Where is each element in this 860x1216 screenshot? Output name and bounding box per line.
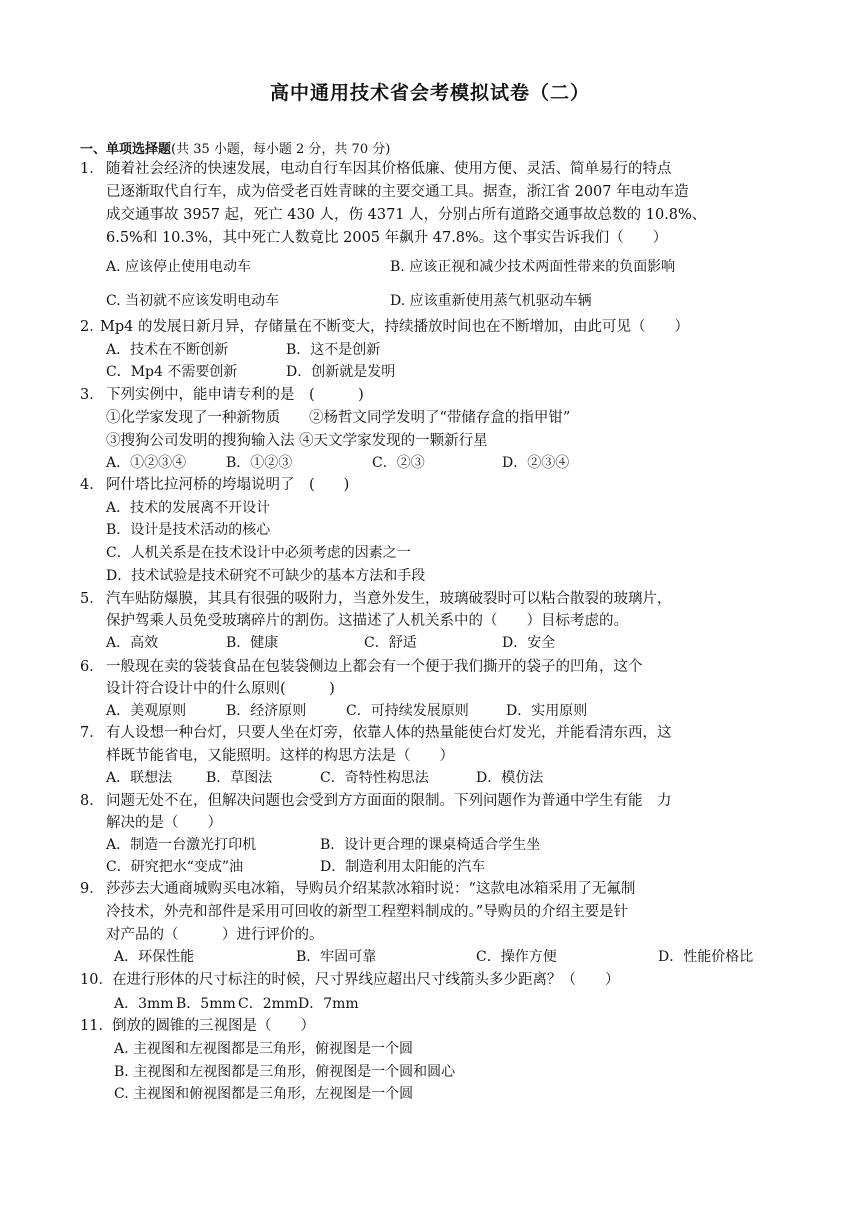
option-b: B．草图法 (206, 770, 273, 786)
option-a: A．高效 (106, 635, 159, 651)
question-number: 10． (80, 972, 113, 988)
question-text: Mp4 的发展日新月异，存储量在不断变大，持续播放时间也在不断增加，由此可见（ ） (100, 319, 689, 335)
option-b: B．①②③ (226, 455, 293, 471)
option-b: B．牢固可靠 (296, 949, 377, 965)
option-d: D．创新就是发明 (286, 364, 396, 380)
option-a: A．环保性能 (114, 949, 195, 965)
option-a: A．3mm (114, 996, 174, 1012)
question-text: 保护驾乘人员免受玻璃碎片的割伤。这描述了人机关系中的（ ）目标考虑的。 (106, 613, 628, 629)
option-b: B．设计是技术活动的核心 (106, 522, 271, 538)
question-subitem: ③搜狗公司发明的搜狗输入法 ④天文学家发现的一颗新行星 (106, 433, 488, 449)
question-text: 设计符合设计中的什么原则( ) (106, 681, 335, 697)
option-d: D．实用原则 (506, 703, 588, 719)
option-c: C．人机关系是在技术设计中必须考虑的因素之一 (106, 545, 411, 561)
option-a: A. 应该停止使用电动车 (106, 259, 252, 275)
option-d: D. 应该重新使用蒸气机驱动车辆 (390, 293, 592, 309)
question-number: 9． (80, 881, 104, 897)
option-b: B．设计更合理的课桌椅适合学生坐 (320, 837, 541, 853)
option-b: B．健康 (226, 635, 279, 651)
question-text: 样既节能省电，又能照明。这样的构思方法是（ ） (106, 748, 454, 764)
option-c: C．Mp4 不需要创新 (106, 364, 238, 380)
question-text: 问题无处不在，但解决问题也会受到方方面面的限制。下列问题作为普通中学生有能 力 (106, 793, 672, 809)
question-text: 莎莎去大通商城购买电冰箱，导购员介绍某款冰箱时说：“这款电冰箱采用了无氟制 (106, 881, 636, 897)
option-d: D．安全 (502, 635, 556, 651)
option-d: D．7mm (298, 996, 359, 1012)
question-text: 已逐渐取代自行车，成为倍受老百姓青睐的主要交通工具。据查，浙江省 2007 年电动车造 (106, 184, 689, 200)
question-text: 冷技术，外壳和部件是采用可回收的新型工程塑料制成的。”导购员的介绍主要是针 (106, 904, 629, 920)
section-label: 一、单项选择题 (80, 142, 172, 157)
section-heading (80, 138, 390, 157)
option-a: A．联想法 (106, 770, 173, 786)
question-text: 对产品的（ ）进行评价的。 (106, 927, 324, 943)
question-text: 阿什塔比拉河桥的垮塌说明了 ( ) (106, 477, 350, 493)
question-number: 11． (80, 1018, 113, 1034)
option-a: A．技术在不断创新 (106, 342, 229, 358)
option-a: A. 主视图和左视图都是三角形，俯视图是一个圆 (114, 1041, 414, 1057)
question-text: 一般现在卖的袋装食品在包装袋侧边上都会有一个便于我们撕开的袋子的凹角，这个 (106, 659, 643, 675)
option-d: D．②③④ (502, 455, 570, 471)
option-b: B．经济原则 (226, 703, 307, 719)
question-text: 在进行形体的尺寸标注的时候，尺寸界线应超出尺寸线箭头多少距离？（ ） (112, 972, 620, 988)
option-b: B. 应该正视和减少技术两面性带来的负面影响 (390, 259, 676, 275)
option-c: C. 当初就不应该发明电动车 (106, 293, 280, 309)
question-number: 6． (80, 659, 104, 675)
question-text: 汽车贴防爆膜，其具有很强的吸附力，当意外发生，玻璃破裂时可以粘合散裂的玻璃片， (106, 591, 672, 607)
question-text: 成交通事故 3957 起，死亡 430 人，伤 4371 人，分别占所有道路交通事故总数的 10.8%、 (106, 207, 707, 223)
option-c: C. 主视图和俯视图都是三角形，左视图是一个圆 (114, 1086, 414, 1102)
question-number: 5． (80, 591, 104, 607)
option-a: A．美观原则 (106, 703, 187, 719)
option-c: C．操作方便 (476, 949, 557, 965)
question-number: 8． (80, 793, 104, 809)
option-a: A．技术的发展离不开设计 (106, 500, 271, 516)
question-text: 下列实例中，能申请专利的是 ( ) (106, 387, 364, 403)
option-d: D．性能价格比 (658, 949, 754, 965)
page-title: 高中通用技术省会考模拟试卷（二） (269, 82, 590, 104)
question-number: 1． (80, 161, 104, 177)
question-text: 倒放的圆锥的三视图是（ ） (112, 1018, 315, 1034)
option-d: D．模仿法 (476, 770, 544, 786)
question-text: 随着社会经济的快速发展，电动自行车因其价格低廉、使用方便、灵活、简单易行的特点 (106, 161, 672, 177)
option-c: C．②③ (372, 455, 425, 471)
section-note: (共 35 小题，每小题 2 分，共 70 分) (171, 142, 391, 157)
option-c: C．舒适 (364, 635, 417, 651)
question-number: 7． (80, 725, 104, 741)
option-c: C．可持续发展原则 (346, 703, 469, 719)
option-b: B．5mm (176, 996, 236, 1012)
question-text: 有人设想一种台灯，只要人坐在灯旁，依靠人体的热量能使台灯发光，并能看清东西，这 (106, 725, 672, 741)
option-c: C．2mm (238, 996, 299, 1012)
option-c: C．奇特性构思法 (320, 770, 429, 786)
question-text: 解决的是（ ） (106, 815, 222, 831)
question-text: 6.5%和 10.3%，其中死亡人数竟比 2005 年飙升 47.8%。这个事实告诉我们（ ） (106, 230, 668, 246)
option-d: D．技术试验是技术研究不可缺少的基本方法和手段 (106, 568, 426, 584)
option-d: D．制造利用太阳能的汽车 (320, 859, 486, 875)
question-subitem: ①化学家发现了一种新物质 ②杨哲文同学发明了“带储存盒的指甲钳” (106, 410, 571, 426)
question-number: 2． (80, 319, 104, 335)
question-number: 4． (80, 477, 104, 493)
option-b: B. 主视图和左视图都是三角形，俯视图是一个圆和圆心 (114, 1064, 456, 1080)
option-a: A．制造一台激光打印机 (106, 837, 257, 853)
option-a: A．①②③④ (106, 455, 187, 471)
option-b: B．这不是创新 (286, 342, 381, 358)
question-number: 3． (80, 387, 104, 403)
option-c: C．研究把水“变成”油 (106, 859, 244, 875)
